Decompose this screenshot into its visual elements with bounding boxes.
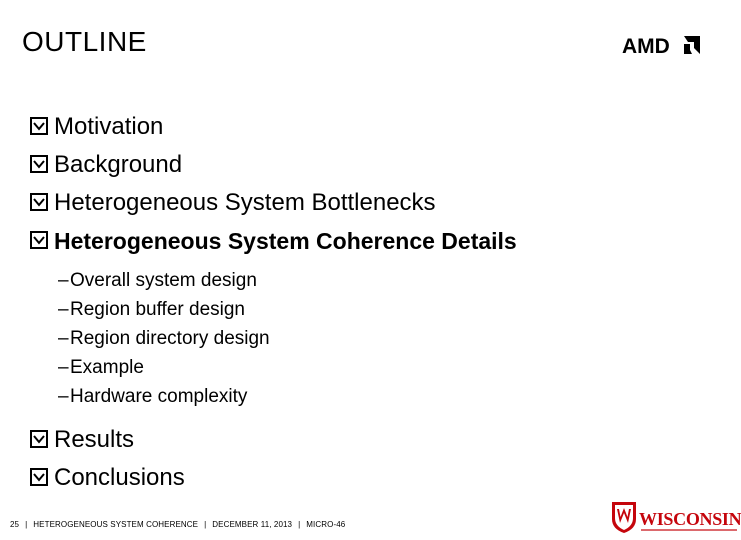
footer-separator: | bbox=[298, 520, 301, 529]
bullet-list bbox=[30, 112, 517, 501]
bullet-item-current bbox=[30, 226, 517, 264]
bullet-text: Background bbox=[54, 151, 183, 178]
dash-marker: – bbox=[58, 328, 69, 349]
bullet-text: Heterogeneous System Bottlenecks bbox=[54, 189, 436, 216]
checkbox-icon bbox=[30, 155, 48, 173]
uw-wordmark: WISCONSIN bbox=[639, 509, 741, 529]
uw-crest-icon bbox=[609, 499, 639, 535]
checkbox-icon bbox=[30, 430, 48, 448]
sub-bullet-text: Region buffer design bbox=[70, 299, 245, 320]
sub-bullet-text: Example bbox=[70, 357, 144, 378]
footer-date: DECEMBER 11, 2013 bbox=[212, 520, 293, 529]
checkbox-icon bbox=[30, 231, 48, 249]
slide-footer bbox=[10, 520, 345, 529]
page-number: 25 bbox=[10, 520, 20, 529]
sub-bullet-list bbox=[58, 268, 517, 413]
footer-separator: | bbox=[204, 520, 207, 529]
sub-bullet-text: Region directory design bbox=[70, 328, 270, 349]
checkbox-icon bbox=[30, 117, 48, 135]
footer-venue: MICRO-46 bbox=[306, 520, 346, 529]
bullet-text: Results bbox=[54, 426, 135, 453]
dash-marker: – bbox=[58, 357, 69, 378]
checkbox-icon bbox=[30, 193, 48, 211]
amd-logo bbox=[622, 34, 702, 56]
bullet-item bbox=[30, 188, 517, 226]
sub-bullet-item bbox=[58, 355, 517, 384]
bullet-text: Conclusions bbox=[54, 464, 185, 491]
bullet-item bbox=[30, 112, 517, 150]
footer-title: HETEROGENEOUS SYSTEM COHERENCE bbox=[33, 520, 199, 529]
dash-marker: – bbox=[58, 270, 69, 291]
bullet-item bbox=[30, 150, 517, 188]
footer-separator: | bbox=[25, 520, 28, 529]
bullet-item bbox=[30, 425, 517, 463]
sub-bullet-text: Overall system design bbox=[70, 270, 257, 291]
bullet-text: Heterogeneous System Coherence Details bbox=[54, 228, 517, 254]
sub-bullet-item bbox=[58, 268, 517, 297]
sub-bullet-item bbox=[58, 326, 517, 355]
sub-bullet-item bbox=[58, 297, 517, 326]
checkbox-icon bbox=[30, 468, 48, 486]
sub-bullet-text: Hardware complexity bbox=[70, 386, 248, 407]
dash-marker: – bbox=[58, 299, 69, 320]
dash-marker: – bbox=[58, 386, 69, 407]
slide-title: OUTLINE bbox=[22, 26, 147, 57]
svg-text:AMD: AMD bbox=[622, 35, 670, 58]
bullet-text: Motivation bbox=[54, 113, 164, 140]
sub-bullet-item bbox=[58, 384, 517, 413]
uw-tagline-rule bbox=[641, 529, 737, 531]
bullet-item bbox=[30, 463, 517, 501]
